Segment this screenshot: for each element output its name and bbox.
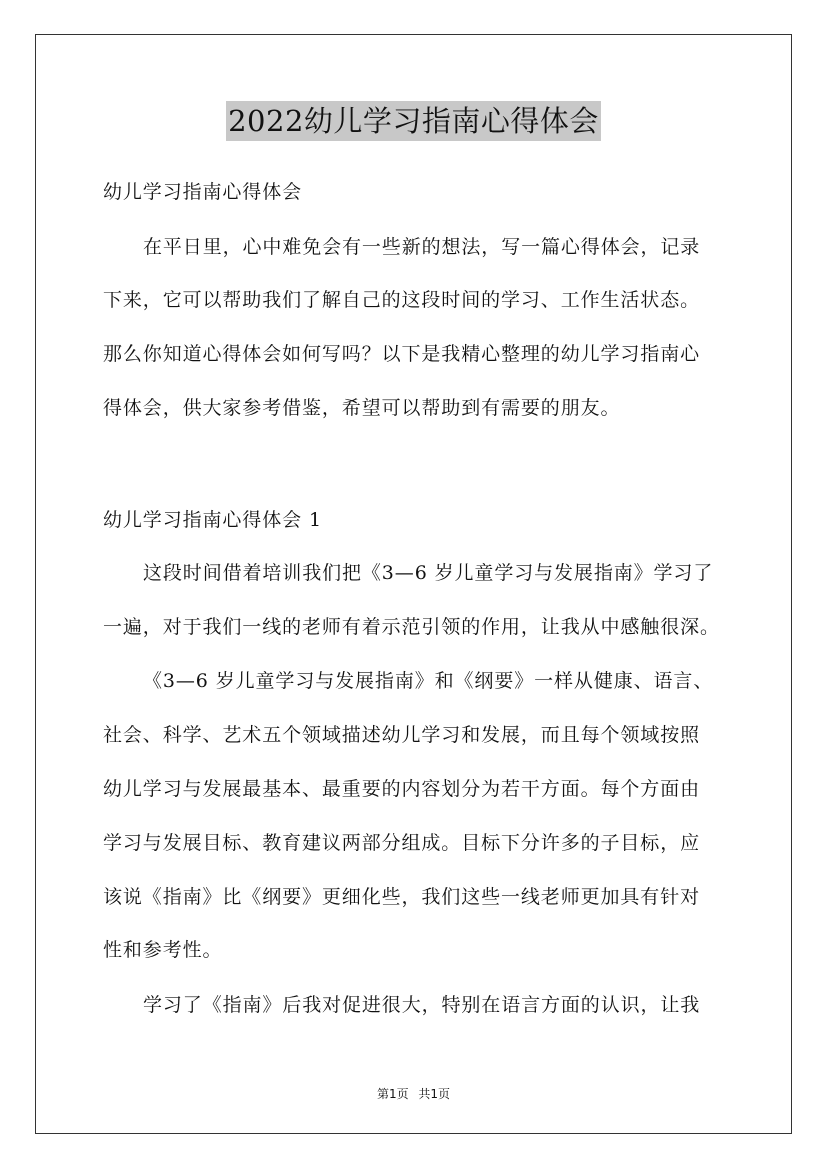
paragraph-line: 《3—6 岁儿童学习与发展指南》和《纲要》一样从健康、语言、 [143, 670, 714, 692]
document-title: 2022幼儿学习指南心得体会 [226, 101, 601, 141]
section-heading: 幼儿学习指南心得体会 1 [103, 509, 322, 531]
paragraph-line: 性和参考性。 [103, 939, 223, 961]
page-number-total: 共1页 [418, 1087, 451, 1101]
section-heading: 幼儿学习指南心得体会 [103, 181, 303, 203]
paragraph-line: 学习与发展目标、教育建议两部分组成。目标下分许多的子目标，应 [103, 832, 701, 854]
paragraph-line: 幼儿学习与发展最基本、最重要的内容划分为若干方面。每个方面由 [103, 778, 701, 800]
paragraph-line: 学习了《指南》后我对促进很大，特别在语言方面的认识，让我 [143, 994, 701, 1016]
paragraph-line: 得体会，供大家参考借鉴，希望可以帮助到有需要的朋友。 [103, 397, 621, 419]
paragraph-line: 社会、科学、艺术五个领域描述幼儿学习和发展，而且每个领域按照 [103, 724, 701, 746]
page-footer [0, 1086, 827, 1102]
title-container [0, 101, 827, 141]
paragraph-line: 那么你知道心得体会如何写吗？以下是我精心整理的幼儿学习指南心 [103, 343, 701, 365]
page-number-current: 第1页 [376, 1087, 409, 1101]
paragraph-line: 这段时间借着培训我们把《3—6 岁儿童学习与发展指南》学习了 [143, 562, 714, 584]
paragraph-line: 一遍，对于我们一线的老师有着示范引领的作用，让我从中感触很深。 [103, 616, 720, 638]
paragraph-line: 在平日里，心中难免会有一些新的想法，写一篇心得体会，记录 [143, 236, 701, 258]
paragraph-line: 下来，它可以帮助我们了解自己的这段时间的学习、工作生活状态。 [103, 289, 701, 311]
paragraph-line: 该说《指南》比《纲要》更细化些，我们这些一线老师更加具有针对 [103, 886, 701, 908]
